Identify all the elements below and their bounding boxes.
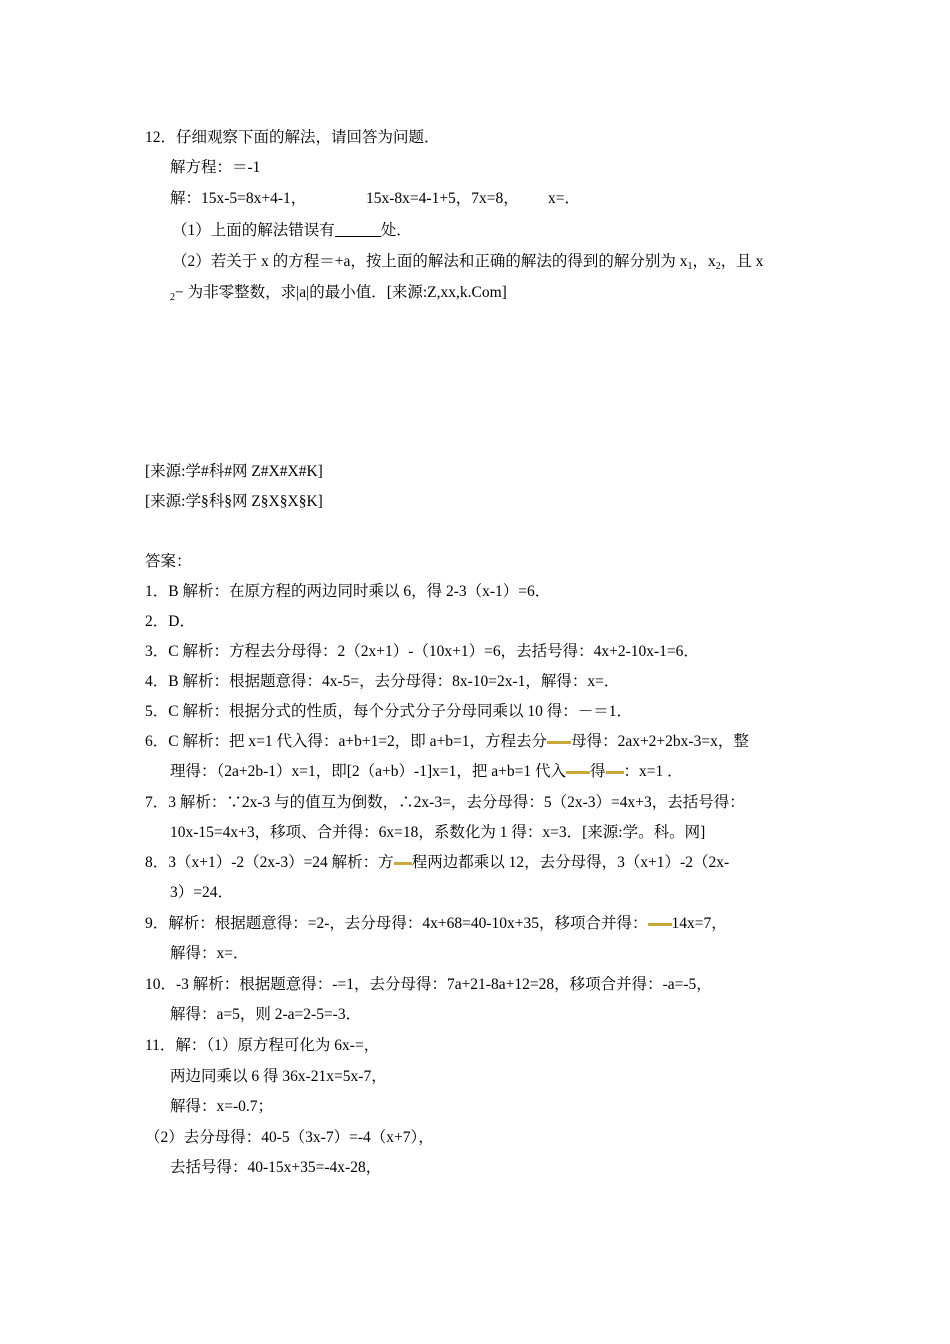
question-part2-line1 bbox=[172, 252, 763, 277]
subscript-1: 1 bbox=[687, 261, 693, 272]
answer-4: 4．B 解析：根据题意得：4x-5=，去分母得：8x-10=2x-1，解得：x=． bbox=[145, 673, 620, 690]
highlight-mark bbox=[648, 923, 672, 926]
answer-9-text-a: 9．解析：根据题意得：=2-，去分母得：4x+68=40-10x+35，移项合并得： bbox=[145, 915, 648, 932]
part1-text-before: （1）上面的解法错误有 bbox=[172, 222, 335, 239]
part1-text-after: 处． bbox=[380, 222, 412, 239]
answer-6-text-c: 理得：（2a+2b-1）x=1，即[2（a+b）-1]x=1，把 a+b=1 代入 bbox=[170, 763, 566, 780]
answer-6-line1 bbox=[145, 732, 749, 752]
answer-9-text-b: 14x=7， bbox=[671, 915, 727, 932]
answer-7-line2: 10x-15=4x+3，移项、合并得：6x=18，系数化为 1 得：x=3．[来源:学。科。网] bbox=[170, 824, 706, 841]
answer-11-line2: 两边同乘以 6 得 36x-21x=5x-7， bbox=[170, 1068, 387, 1085]
question-title: 12．仔细观察下面的解法，请回答为问题． bbox=[145, 129, 440, 146]
answer-11-line5: 去括号得：40-15x+35=-4x-28， bbox=[170, 1159, 382, 1176]
answer-5: 5．C 解析：根据分式的性质，每个分式分子分母同乘以 10 得：－＝1． bbox=[145, 703, 632, 720]
answer-7-line1: 7．3 解析：∵2x-3 与的值互为倒数，∴2x-3=，去分母得：5（2x-3）=4x+3，去括号得： bbox=[145, 794, 745, 811]
answer-8-text-a: 8．3（x+1）-2（2x-3）=24 解析：方 bbox=[145, 854, 394, 871]
answer-1: 1．B 解析：在原方程的两边同时乘以 6，得 2-3（x-1）=6． bbox=[145, 583, 551, 600]
part2-text-mid: ，x bbox=[692, 253, 716, 270]
answer-3: 3．C 解析：方程去分母得：2（2x+1）-（10x+1）=6，去括号得：4x+2-10x-1=6． bbox=[145, 643, 699, 660]
source-note-2: [来源:学§科§网 Z§X§X§K] bbox=[145, 493, 323, 510]
subscript-2: 2 bbox=[715, 261, 721, 272]
subscript-2b: 2 bbox=[170, 292, 175, 303]
highlight-mark bbox=[606, 771, 624, 774]
answer-6-text-e: ：x=1 ． bbox=[623, 763, 683, 780]
answer-8-line1 bbox=[145, 853, 729, 873]
answer-6-text-a: 6．C 解析：把 x=1 代入得：a+b+1=2，即 a+b=1，方程去分 bbox=[145, 733, 548, 750]
highlight-mark bbox=[566, 771, 590, 774]
answers-heading: 答案： bbox=[145, 553, 192, 570]
answer-2: 2．D． bbox=[145, 613, 195, 630]
answer-8-text-b: 程两边都乘以 12，去分母得，3（x+1）-2（2x- bbox=[411, 854, 730, 871]
source-note-1: [来源:学#科#网 Z#X#X#K] bbox=[145, 463, 323, 480]
answer-10-line1: 10．-3 解析：根据题意得：-=1，去分母得：7a+21-8a+12=28，移项合并得：-a=-5， bbox=[145, 976, 712, 993]
answer-11-line3: 解得：x=-0.7； bbox=[170, 1098, 274, 1115]
answer-blank bbox=[335, 222, 381, 237]
answer-10-line2: 解得：a=5，则 2-a=2-5=-3． bbox=[170, 1006, 362, 1023]
question-equation: 解方程：＝-1 bbox=[170, 159, 261, 176]
question-solution-step3: x=． bbox=[548, 190, 580, 207]
part2-text-line2: − 为非零整数，求|a|的最小值．[来源:Z,xx,k.Com] bbox=[175, 284, 507, 301]
answer-9-line2: 解得：x=． bbox=[170, 945, 249, 962]
answer-11-line1: 11．解：（1）原方程可化为 6x-=， bbox=[145, 1037, 380, 1054]
answer-9-line1 bbox=[145, 914, 727, 934]
answer-11-line4: （2）去分母得：40-5（3x-7）=-4（x+7）， bbox=[145, 1129, 434, 1146]
answer-6-line2 bbox=[170, 762, 683, 782]
answer-6-text-b: 母得：2ax+2+2bx-3=x，整 bbox=[571, 733, 749, 750]
answer-8-line2: 3）=24． bbox=[170, 884, 233, 901]
question-solution-step1: 解：15x-5=8x+4-1， bbox=[170, 190, 307, 207]
highlight-mark bbox=[394, 862, 412, 865]
question-solution-step2: 15x-8x=4-1+5，7x=8， bbox=[366, 190, 519, 207]
question-part1 bbox=[172, 221, 412, 241]
highlight-mark bbox=[547, 741, 571, 744]
part2-text-end: ，且 x bbox=[720, 253, 764, 270]
question-part2-line2 bbox=[170, 283, 507, 308]
answer-6-text-d: 得 bbox=[590, 763, 606, 780]
part2-text: （2）若关于 x 的方程＝+a，按上面的解法和正确的解法的得到的解分别为 x bbox=[172, 253, 688, 270]
